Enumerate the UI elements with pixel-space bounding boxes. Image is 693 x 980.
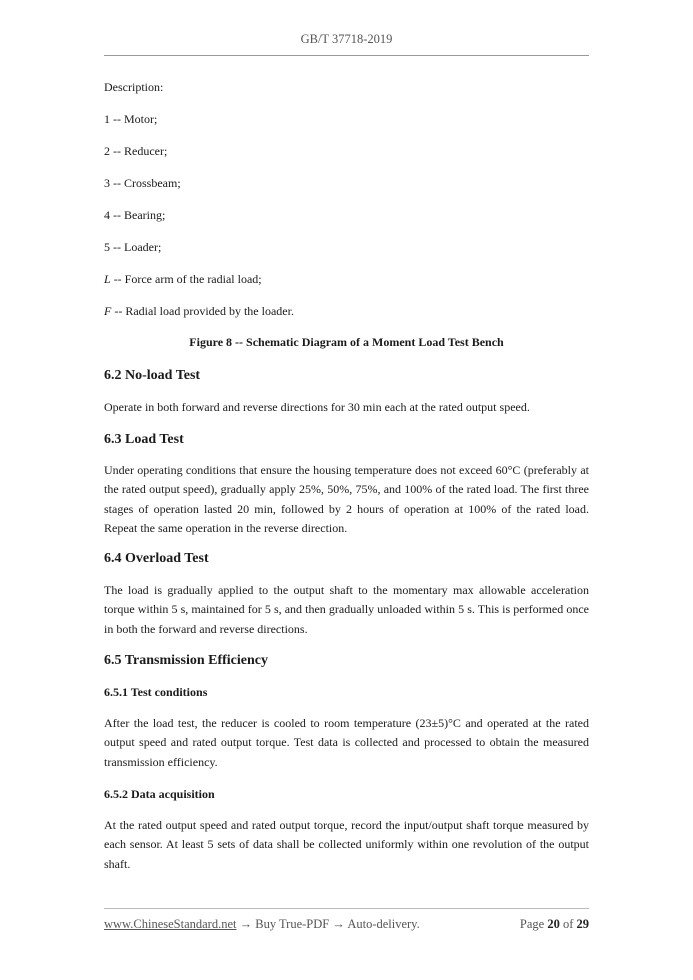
legend-key: 3 <box>104 176 110 190</box>
legend-text: -- Loader; <box>113 240 162 254</box>
legend-key: 5 <box>104 240 110 254</box>
buy-text: Buy True-PDF <box>255 917 330 931</box>
legend-item <box>104 238 589 257</box>
section-body: Operate in both forward and reverse directions for 30 min each at the rated output speed. <box>104 400 530 414</box>
arrow-icon: → <box>239 917 253 931</box>
legend-key: L <box>104 272 111 286</box>
footer-promo <box>104 917 420 932</box>
website-link[interactable]: www.ChineseStandard.net <box>104 917 237 931</box>
legend-text: -- Reducer; <box>113 144 168 158</box>
section-body: Under operating conditions that ensure the housing temperature does not exceed 60°C (preferably at the rated output speed), gradually apply 25%, 50%, 75%, and 100% of the rated load. The first three stages of operation lasted 20 min, followed by 2 hours of operation at 100% of the rated load. Repeat the same operation in the reverse direction. <box>104 463 589 535</box>
description-title: Description: <box>104 80 164 94</box>
legend-key: 1 <box>104 112 110 126</box>
of-label: of <box>562 917 574 931</box>
legend-item <box>104 142 589 161</box>
figure-caption: Figure 8 -- Schematic Diagram of a Moment Load Test Bench <box>189 335 504 349</box>
document-id-header: GB/T 37718-2019 <box>300 32 393 46</box>
total-pages: 29 <box>576 917 589 931</box>
section-body: At the rated output speed and rated output torque, record the input/output shaft torque measured by each sensor. At least 5 sets of data shall be collected uniformly within one revolution of the output shaft. <box>104 818 589 871</box>
legend-text: -- Motor; <box>113 112 158 126</box>
section-heading: 6.4 Overload Test <box>104 551 209 566</box>
legend-item <box>104 110 589 129</box>
header-rule <box>104 55 589 56</box>
footer <box>104 917 589 932</box>
legend-item <box>104 206 589 225</box>
subsection-heading: 6.5.2 Data acquisition <box>104 787 215 801</box>
legend-item <box>104 174 589 193</box>
footer-rule <box>104 908 589 909</box>
section-heading: 6.5 Transmission Efficiency <box>104 653 268 668</box>
legend-text: -- Crossbeam; <box>113 176 181 190</box>
section-body: After the load test, the reducer is cooled to room temperature (23±5)°C and operated at the rated output speed and rated output torque. Test data is collected and processed to obtain the measured transmission efficiency. <box>104 716 589 769</box>
legend-key: 2 <box>104 144 110 158</box>
arrow-icon: → <box>332 917 345 931</box>
legend-item <box>104 270 589 289</box>
legend-text: -- Radial load provided by the loader. <box>114 304 294 318</box>
auto-delivery-text: Auto-delivery. <box>347 917 420 931</box>
legend-item <box>104 302 589 321</box>
legend-text: -- Bearing; <box>113 208 166 222</box>
section-heading: 6.3 Load Test <box>104 432 184 447</box>
page-number <box>520 917 589 932</box>
legend-text: -- Force arm of the radial load; <box>113 272 262 286</box>
page-label: Page <box>519 917 545 931</box>
section-heading: 6.2 No-load Test <box>104 368 201 383</box>
section-body: The load is gradually applied to the output shaft to the momentary max allowable acceleration torque within 5 s, maintained for 5 s, and then gradually unloaded within 5 s. This is performed once in both the forward and reverse directions. <box>104 583 589 636</box>
subsection-heading: 6.5.1 Test conditions <box>104 685 208 699</box>
current-page: 20 <box>547 917 560 931</box>
legend-key: 4 <box>104 208 110 222</box>
legend-key: F <box>104 304 112 318</box>
